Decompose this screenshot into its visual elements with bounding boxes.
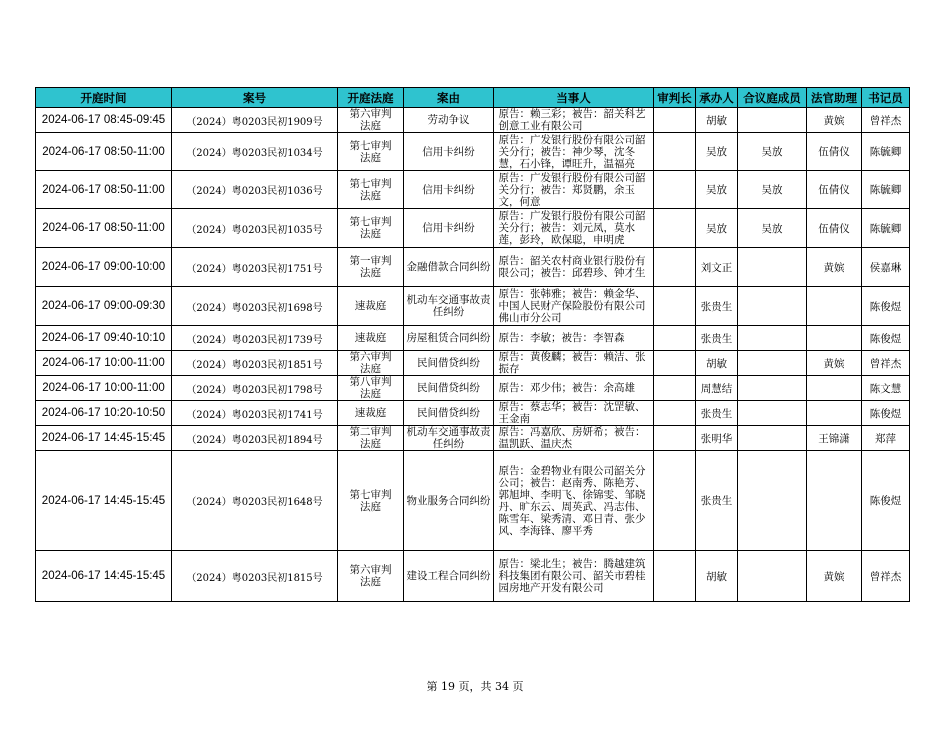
cell-courtroom xyxy=(338,451,404,551)
cell-chief-judge xyxy=(654,287,696,326)
table-row xyxy=(36,108,910,133)
cell-clerk: 陈毓卿 xyxy=(862,133,910,171)
cell-case-no: （2024）粤0203民初1798号 xyxy=(172,376,338,401)
cell-cause xyxy=(404,376,494,401)
cell-parties-text: 原告：冯嘉欣、房妍希；被告：温凯跃、温庆杰 xyxy=(498,426,646,450)
cell-parties-text: 原告：广发银行股份有限公司韶关分行；被告：郑贤鹏，余玉文，何意 xyxy=(498,171,646,208)
footer-prefix: 第 xyxy=(426,680,441,693)
cell-handler: 张贵生 xyxy=(696,401,738,426)
cell-cause-text: 民间借贷纠纷 xyxy=(417,407,480,419)
cell-clerk: 郑萍 xyxy=(862,426,910,451)
cell-cause-text: 信用卡纠纷 xyxy=(422,183,475,196)
cell-assistant: 伍倩仪 xyxy=(807,171,862,209)
cell-time: 2024-06-17 09:00-09:30 xyxy=(36,287,172,326)
cell-panel xyxy=(738,376,807,401)
cell-assistant: 黄嫔 xyxy=(807,551,862,602)
cell-courtroom xyxy=(338,133,404,171)
table-row xyxy=(36,248,910,287)
cell-cause xyxy=(404,351,494,376)
cell-cause-text: 机动车交通事故责任纠纷 xyxy=(406,426,491,450)
cell-handler: 吴放 xyxy=(696,133,738,171)
cell-parties-text: 原告：蔡志华；被告：沈罡敏、王金南 xyxy=(498,401,646,425)
cell-cause-text: 房屋租赁合同纠纷 xyxy=(406,332,491,344)
cell-handler: 周慧结 xyxy=(696,376,738,401)
cell-case-no: （2024）粤0203民初1851号 xyxy=(172,351,338,376)
cell-courtroom-text: 第六审判法庭 xyxy=(349,351,392,375)
table-row xyxy=(36,171,910,209)
table-row xyxy=(36,376,910,401)
cell-time: 2024-06-17 10:00-11:00 xyxy=(36,376,172,401)
cell-courtroom-text: 第一审判法庭 xyxy=(349,255,392,279)
cell-chief-judge xyxy=(654,376,696,401)
cell-handler: 吴放 xyxy=(696,209,738,248)
cell-cause xyxy=(404,401,494,426)
cell-panel xyxy=(738,326,807,351)
cell-parties-text: 原告：张韩雅；被告：赖金华、中国人民财产保险股份有限公司佛山市分公司 xyxy=(498,288,646,324)
cell-chief-judge xyxy=(654,401,696,426)
cell-panel xyxy=(738,401,807,426)
cell-courtroom-text: 第六审判法庭 xyxy=(349,108,392,132)
cell-time: 2024-06-17 14:45-15:45 xyxy=(36,551,172,602)
cell-assistant xyxy=(807,401,862,426)
table-row xyxy=(36,426,910,451)
cell-courtroom-text: 第七审判法庭 xyxy=(349,139,392,164)
cell-clerk: 陈俊煜 xyxy=(862,451,910,551)
cell-cause-text: 机动车交通事故责任纠纷 xyxy=(406,294,491,318)
cell-parties-text: 原告：邓少伟；被告：余高雄 xyxy=(498,382,635,394)
cell-handler: 胡敏 xyxy=(696,551,738,602)
cell-cause xyxy=(404,171,494,209)
cell-clerk: 曾祥杰 xyxy=(862,551,910,602)
cell-courtroom xyxy=(338,209,404,248)
cell-cause xyxy=(404,326,494,351)
header-assistant: 法官助理 xyxy=(807,88,862,108)
header-panel: 合议庭成员 xyxy=(738,88,807,108)
cell-chief-judge xyxy=(654,426,696,451)
cell-case-no: （2024）粤0203民初1036号 xyxy=(172,171,338,209)
cell-panel xyxy=(738,426,807,451)
footer-total-pages: 34 xyxy=(495,680,509,693)
cell-case-no: （2024）粤0203民初1034号 xyxy=(172,133,338,171)
cell-case-no: （2024）粤0203民初1035号 xyxy=(172,209,338,248)
cell-time: 2024-06-17 08:50-11:00 xyxy=(36,171,172,209)
cell-parties-text: 原告：黄俊麟；被告：赖洁、张振存 xyxy=(498,351,646,375)
cell-case-no: （2024）粤0203民初1741号 xyxy=(172,401,338,426)
cell-time: 2024-06-17 08:45-09:45 xyxy=(36,108,172,133)
cell-courtroom-text: 第七审判法庭 xyxy=(349,216,392,240)
cell-chief-judge xyxy=(654,108,696,133)
cell-parties xyxy=(494,287,654,326)
cell-time: 2024-06-17 08:50-11:00 xyxy=(36,209,172,248)
cell-chief-judge xyxy=(654,551,696,602)
cell-parties-text: 原告：李敏；被告：李智森 xyxy=(498,332,625,344)
cell-panel: 吴放 xyxy=(738,209,807,248)
cell-time: 2024-06-17 09:40-10:10 xyxy=(36,326,172,351)
cell-cause-text: 民间借贷纠纷 xyxy=(417,382,480,394)
cell-cause-text: 信用卡纠纷 xyxy=(422,222,475,234)
header-row xyxy=(36,88,910,108)
cell-parties-text: 原告：广发银行股份有限公司韶关分行；被告：刘元凤，莫水莲，彭玲，欧保聪，申明虎 xyxy=(498,210,646,246)
header-courtroom: 开庭法庭 xyxy=(338,88,404,108)
header-chief-judge: 审判长 xyxy=(654,88,696,108)
cell-handler: 吴放 xyxy=(696,171,738,209)
cell-panel: 吴放 xyxy=(738,171,807,209)
header-cause: 案由 xyxy=(404,88,494,108)
cell-time: 2024-06-17 10:00-11:00 xyxy=(36,351,172,376)
cell-courtroom xyxy=(338,108,404,133)
cell-assistant xyxy=(807,326,862,351)
cell-time: 2024-06-17 08:50-11:00 xyxy=(36,133,172,171)
cell-cause-text: 物业服务合同纠纷 xyxy=(406,494,491,507)
table-row xyxy=(36,551,910,602)
header-handler: 承办人 xyxy=(696,88,738,108)
cell-courtroom xyxy=(338,287,404,326)
cell-assistant xyxy=(807,287,862,326)
cell-clerk: 陈俊煜 xyxy=(862,401,910,426)
cell-courtroom-text: 速裁庭 xyxy=(354,407,387,419)
cell-cause xyxy=(404,209,494,248)
cell-parties xyxy=(494,248,654,287)
cell-cause-text: 劳动争议 xyxy=(427,114,470,126)
header-case-no: 案号 xyxy=(172,88,338,108)
cell-courtroom xyxy=(338,426,404,451)
cell-panel xyxy=(738,351,807,376)
cell-handler: 刘文正 xyxy=(696,248,738,287)
cell-chief-judge xyxy=(654,351,696,376)
cell-handler: 张贵生 xyxy=(696,287,738,326)
cell-courtroom xyxy=(338,248,404,287)
cell-panel xyxy=(738,551,807,602)
cell-parties xyxy=(494,426,654,451)
cell-courtroom xyxy=(338,171,404,209)
cell-panel: 吴放 xyxy=(738,133,807,171)
cell-handler: 张贵生 xyxy=(696,451,738,551)
cell-case-no: （2024）粤0203民初1894号 xyxy=(172,426,338,451)
cell-cause xyxy=(404,426,494,451)
cell-cause xyxy=(404,108,494,133)
cell-courtroom xyxy=(338,351,404,376)
cell-courtroom-text: 第八审判法庭 xyxy=(349,376,392,400)
cell-assistant xyxy=(807,376,862,401)
cell-cause xyxy=(404,133,494,171)
cell-courtroom-text: 第六审判法庭 xyxy=(349,564,392,588)
cell-assistant: 黄嫔 xyxy=(807,351,862,376)
cell-courtroom xyxy=(338,551,404,602)
cell-handler: 胡敏 xyxy=(696,108,738,133)
cell-assistant: 黄嫔 xyxy=(807,248,862,287)
table-row xyxy=(36,326,910,351)
header-clerk: 书记员 xyxy=(862,88,910,108)
cell-clerk: 曾祥杰 xyxy=(862,108,910,133)
cell-case-no: （2024）粤0203民初1698号 xyxy=(172,287,338,326)
cell-courtroom xyxy=(338,326,404,351)
cell-parties-text: 原告：韶关农村商业银行股份有限公司；被告：邱碧珍、钟才生 xyxy=(498,255,646,279)
cell-clerk: 陈毓卿 xyxy=(862,171,910,209)
cell-clerk: 陈文慧 xyxy=(862,376,910,401)
table-row xyxy=(36,287,910,326)
cell-case-no: （2024）粤0203民初1648号 xyxy=(172,451,338,551)
cell-panel xyxy=(738,248,807,287)
cell-parties xyxy=(494,551,654,602)
cell-courtroom-text: 速裁庭 xyxy=(354,300,387,312)
footer-middle: 页，共 xyxy=(455,680,495,693)
cell-case-no: （2024）粤0203民初1751号 xyxy=(172,248,338,287)
cell-parties-text: 原告：赖三彩；被告：韶关科艺创意工业有限公司 xyxy=(498,108,646,132)
cell-assistant: 王锦潇 xyxy=(807,426,862,451)
header-time: 开庭时间 xyxy=(36,88,172,108)
table-row xyxy=(36,351,910,376)
cell-chief-judge xyxy=(654,171,696,209)
cell-clerk: 陈俊煜 xyxy=(862,326,910,351)
cell-case-no: （2024）粤0203民初1909号 xyxy=(172,108,338,133)
cell-assistant: 伍倩仪 xyxy=(807,133,862,171)
cell-handler: 张明华 xyxy=(696,426,738,451)
cell-time: 2024-06-17 10:20-10:50 xyxy=(36,401,172,426)
cell-courtroom xyxy=(338,401,404,426)
cell-parties xyxy=(494,133,654,171)
cell-parties xyxy=(494,351,654,376)
cell-panel xyxy=(738,108,807,133)
cell-clerk: 陈毓卿 xyxy=(862,209,910,248)
cell-cause-text: 建设工程合同纠纷 xyxy=(406,570,491,582)
page-footer xyxy=(0,678,950,694)
cell-cause xyxy=(404,551,494,602)
cell-cause-text: 金融借款合同纠纷 xyxy=(406,261,491,273)
cell-assistant: 黄嫔 xyxy=(807,108,862,133)
cell-parties xyxy=(494,108,654,133)
cell-chief-judge xyxy=(654,209,696,248)
cell-parties-text: 原告：金碧物业有限公司韶关分公司；被告：赵南秀、陈艳芳、郭旭坤、李明飞、徐锦雯、邹晓丹、旷东云、周英武、冯志伟、陈雪年、梁秀清、邓日青、张少风、李海锋、廖平秀 xyxy=(498,464,646,537)
cell-chief-judge xyxy=(654,133,696,171)
cell-courtroom-text: 第七审判法庭 xyxy=(349,488,392,513)
cell-clerk: 侯嘉琳 xyxy=(862,248,910,287)
cell-case-no: （2024）粤0203民初1815号 xyxy=(172,551,338,602)
cell-courtroom-text: 第二审判法庭 xyxy=(349,426,392,450)
cell-handler: 张贵生 xyxy=(696,326,738,351)
cell-assistant: 伍倩仪 xyxy=(807,209,862,248)
cell-parties xyxy=(494,209,654,248)
table-row xyxy=(36,209,910,248)
cell-courtroom-text: 第七审判法庭 xyxy=(349,177,392,202)
cell-chief-judge xyxy=(654,451,696,551)
cell-panel xyxy=(738,451,807,551)
footer-suffix: 页 xyxy=(509,680,524,693)
cell-parties xyxy=(494,451,654,551)
cell-parties xyxy=(494,326,654,351)
cell-parties xyxy=(494,376,654,401)
footer-page-number: 19 xyxy=(441,680,455,693)
cell-parties xyxy=(494,401,654,426)
cell-parties-text: 原告：梁北生；被告：腾越建筑科技集团有限公司、韶关市碧桂园房地产开发有限公司 xyxy=(498,558,646,594)
cell-cause-text: 信用卡纠纷 xyxy=(422,145,475,158)
cell-time: 2024-06-17 09:00-10:00 xyxy=(36,248,172,287)
cell-courtroom xyxy=(338,376,404,401)
cell-cause xyxy=(404,451,494,551)
cell-assistant xyxy=(807,451,862,551)
cell-parties xyxy=(494,171,654,209)
table-row xyxy=(36,451,910,551)
cell-clerk: 曾祥杰 xyxy=(862,351,910,376)
cell-panel xyxy=(738,287,807,326)
schedule-table xyxy=(35,87,910,602)
table-row xyxy=(36,133,910,171)
cell-cause xyxy=(404,287,494,326)
cell-cause xyxy=(404,248,494,287)
cell-parties-text: 原告：广发银行股份有限公司韶关分行；被告：神少琴，沈冬慧，石小锋，谭旺升，温福亮 xyxy=(498,133,646,170)
cell-chief-judge xyxy=(654,326,696,351)
table-row xyxy=(36,401,910,426)
cell-chief-judge xyxy=(654,248,696,287)
cell-clerk: 陈俊煜 xyxy=(862,287,910,326)
cell-time: 2024-06-17 14:45-15:45 xyxy=(36,451,172,551)
cell-case-no: （2024）粤0203民初1739号 xyxy=(172,326,338,351)
cell-cause-text: 民间借贷纠纷 xyxy=(417,357,480,369)
cell-handler: 胡敏 xyxy=(696,351,738,376)
header-parties: 当事人 xyxy=(494,88,654,108)
cell-courtroom-text: 速裁庭 xyxy=(354,332,387,344)
cell-time: 2024-06-17 14:45-15:45 xyxy=(36,426,172,451)
